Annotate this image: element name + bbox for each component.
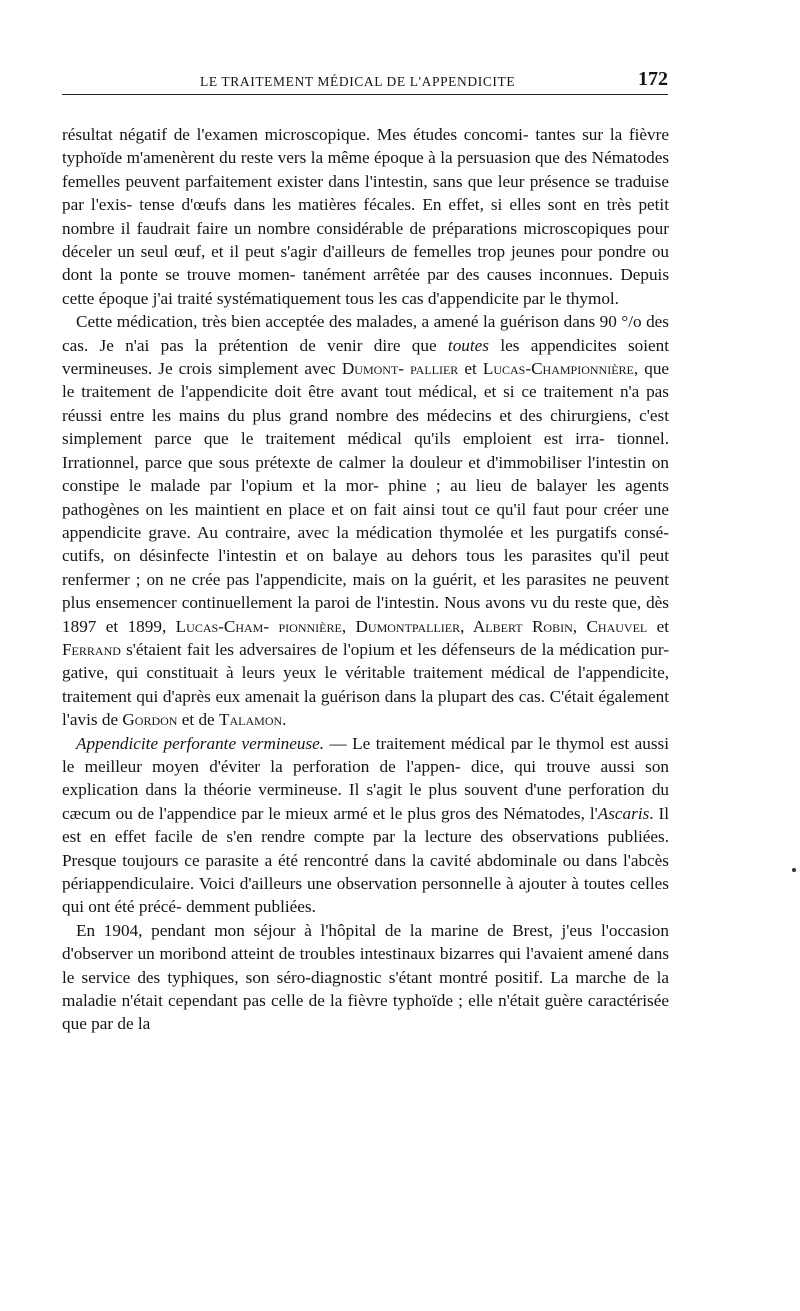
text-line: être avant tout médical, et si ce traitement n'a pas réussi entre les bbox=[62, 382, 669, 425]
text-line: celle de la fièvre typhoïde ; elle n'était guère caractérisée que par de la bbox=[62, 991, 670, 1034]
text-line: par le mieux armé et le plus gros des Nématodes, l' bbox=[241, 803, 598, 823]
text-line: appendicites soient vermineuses. Je crois simplement avec bbox=[62, 335, 670, 379]
text-line: résultat négatif de l'examen microscopique. Mes études concomi- bbox=[62, 125, 529, 144]
running-title: LE TRAITEMENT MÉDICAL DE L'APPENDICITE bbox=[200, 74, 516, 89]
text-line: gative, qui constituait à leurs yeux le véritable traitement médical de bbox=[62, 663, 570, 683]
text-line: l'occasion d'observer un moribond atteint de troubles intestinaux bizarres bbox=[62, 920, 669, 964]
text-line: tionnel. Irrationnel, parce que sous prétexte de calmer la douleur et bbox=[62, 429, 669, 472]
paragraph-microscopic bbox=[62, 123, 669, 310]
text-line: et bbox=[464, 359, 477, 379]
author-name: Dumont- bbox=[341, 359, 405, 379]
text-line: place et on fait ainsi tout ce qu'il faut pour créer une appendicite bbox=[62, 499, 670, 542]
text-line: En 1904, pendant mon séjour à l'hôpital de la marine de Brest, j'eus bbox=[76, 920, 593, 940]
text-line: traité systématiquement tous les cas d'appendicite par le thymol. bbox=[177, 288, 619, 308]
text-line: dans 90 °/o des cas. Je n'ai pas la prétention de venir dire que bbox=[62, 312, 669, 355]
text-line: mains du plus grand nombre des médecins et des chirurgiens, c'est bbox=[178, 405, 669, 425]
text-line: Cette médication, très bien acceptée des malades, a amené la guérison bbox=[76, 312, 560, 332]
text-line: d'immobiliser l'intestin on constipe le malade par l'opium et la mor- bbox=[62, 452, 669, 496]
text-line: microscopiques pour déceler un seul œuf, et il peut s'agir d'ailleurs de bbox=[62, 218, 670, 262]
text-line: . bbox=[282, 710, 287, 730]
text-line: fait les adversaires de l'opium et les défenseurs de la médication pur- bbox=[186, 639, 670, 659]
text-line: qui l'avaient amené dans le service des typhiques, son séro-diagnostic bbox=[62, 944, 670, 987]
text-line: effet facile de s'en rendre compte par la lecture des observations bbox=[114, 827, 599, 847]
text-line: tense d'œufs dans les matières fécales. En effet, si elles sont en très bbox=[139, 195, 632, 215]
running-header bbox=[62, 66, 668, 95]
text-line: demment publiées. bbox=[186, 897, 316, 917]
text-line: simplement parce que le traitement médical qu'ils emploient est irra- bbox=[62, 429, 605, 449]
author-name: Talamon bbox=[219, 710, 283, 730]
text-line: et bbox=[656, 616, 670, 636]
emphasis: toutes bbox=[447, 335, 489, 355]
text-line: à la persuasion que des Nématodes femelles peuvent parfaitement bbox=[62, 148, 670, 191]
text-line: qu'il peut renfermer ; on ne crée pas l'appendicite, mais on la guérit, et bbox=[62, 546, 670, 589]
author-name: Gordon bbox=[122, 710, 178, 730]
author-name: Lucas-Cham- bbox=[175, 616, 270, 636]
text-line: cutifs, on désinfecte l'intestin et on balaye au dehors tous les parasites bbox=[62, 546, 592, 566]
text-line: les parasites ne peuvent plus ensemencer continuellement la paroi de bbox=[62, 569, 669, 613]
text-line: femelles trop jeunes pour pondre ou dont la ponte se trouve momen- bbox=[62, 242, 670, 285]
text-line: grave. Au contraire, avec la médication thymolée et les purgatifs consé- bbox=[148, 522, 669, 542]
text-line: plupart des cas. C'était également l'avis de bbox=[62, 686, 669, 730]
text-line: phine ; au lieu de balayer les agents pathogènes on les maintient en bbox=[62, 476, 669, 519]
text-line: l'intestin. Nous avons vu du reste que, dès 1897 et 1899, bbox=[62, 593, 669, 636]
body-text bbox=[62, 123, 669, 1036]
species-name: Ascaris bbox=[597, 803, 650, 823]
author-name: pionnière, Dumontpallier, Albert Robin, Chauvel bbox=[278, 616, 648, 636]
paragraph-observation bbox=[62, 919, 669, 1036]
paragraph-perforation bbox=[62, 732, 669, 919]
author-name: Lucas-Championnière bbox=[482, 359, 634, 379]
text-line: petit nombre il faudrait faire un nombre considérable de préparations bbox=[62, 195, 669, 238]
paragraph-medication bbox=[62, 310, 669, 731]
text-line: exister dans l'intestin, sans que leur présence se traduise par l'exis- bbox=[62, 171, 669, 215]
text-line: abdominale ou dans l'abcès périappendiculaire. Voici d'ailleurs une bbox=[62, 850, 669, 893]
text-line: s'agit le plus souvent d'une perforation du cæcum ou de l'appendice bbox=[62, 780, 670, 823]
text-line: les bbox=[500, 335, 520, 355]
margin-mark bbox=[792, 868, 796, 872]
section-heading: Appendicite perforante vermineuse. bbox=[76, 733, 325, 753]
text-line: s'étaient bbox=[126, 639, 182, 659]
text-line: tantes sur la fièvre typhoïde m'amenèrent du reste vers la même époque bbox=[62, 125, 669, 168]
text-line: — Le traitement médical par le bbox=[329, 733, 551, 753]
text-line: , que le traitement de l'appendicite doit bbox=[62, 359, 670, 402]
author-name: Ferrand bbox=[62, 639, 121, 659]
text-line: thymol est aussi le meilleur moyen d'éviter la perforation de l'appen- bbox=[62, 733, 670, 776]
text-line: s'étant montré positif. La marche de la maladie n'était cependant pas bbox=[62, 967, 670, 1011]
text-line: publiées. Presque toujours ce parasite a été rencontré dans la cavité bbox=[62, 827, 670, 870]
page-number: 172 bbox=[638, 68, 668, 90]
text-line: tanément arrêtée par des causes inconnues. Depuis cette époque j'ai bbox=[62, 265, 670, 308]
text-line: . Il est en bbox=[62, 803, 670, 847]
text-line: observation personnelle à ajouter à toutes celles qui ont été précé- bbox=[62, 874, 669, 917]
text-line: l'appendicite, traitement qui d'après eux amenait la guérison dans la bbox=[62, 663, 669, 706]
text-line: dice, qui trouve aussi son explication dans la théorie vermineuse. Il bbox=[62, 756, 670, 800]
text-line: et de bbox=[181, 710, 215, 730]
author-name: pallier bbox=[410, 359, 459, 379]
